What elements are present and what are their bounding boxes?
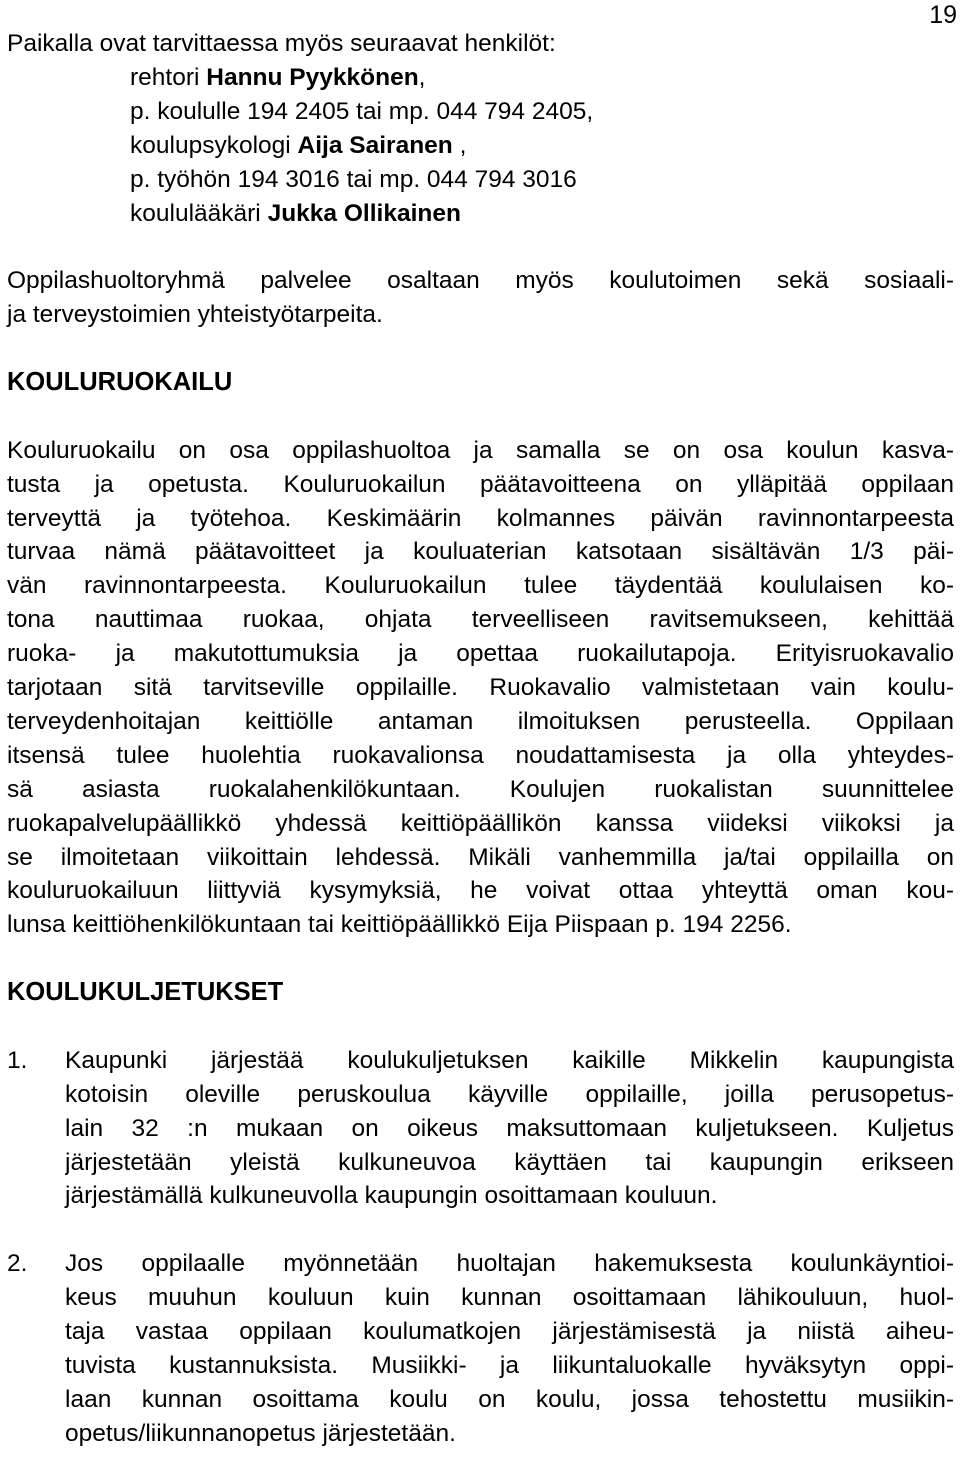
psychologist-suffix: , xyxy=(452,131,467,159)
spacer xyxy=(7,332,954,366)
contacts-intro: Paikalla ovat tarvittaessa myös seuraavat henkilöt: xyxy=(7,30,556,57)
spacer xyxy=(7,230,954,264)
list-item-line: taja vastaa oppilaan koulumatkojen järjestämisestä ja niistä aiheu- xyxy=(65,1318,954,1346)
paragraph-line: tona nauttimaa ruokaa, ohjata terveelliseen ravitsemukseen, kehittää xyxy=(7,606,954,634)
paragraph-line: tarjotaan sitä tarvitseville oppilaille. Ruokavalio valmistetaan vain koulu- xyxy=(7,674,954,702)
psychologist-line xyxy=(7,129,954,163)
list-item-line: järjestetään yleistä kulkuneuvoa käyttäen tai kaupungin erikseen xyxy=(65,1148,954,1176)
list-item-line: laan kunnan osoittama koulu on koulu, jossa tehostettu musiikin- xyxy=(65,1385,954,1413)
psychologist-phone: p. työhön 194 3016 tai mp. 044 794 3016 xyxy=(130,165,577,193)
spacer xyxy=(7,942,954,976)
list-item-line: tuvista kustannuksista. Musiikki- ja liikuntaluokalle hyväksytyn oppi- xyxy=(65,1351,954,1379)
list-item-line: kotoisin oleville peruskoulua käyville oppilaille, joilla perusopetus- xyxy=(65,1080,954,1108)
spacer xyxy=(7,1213,954,1247)
spacer xyxy=(7,400,954,434)
doctor-role: koululääkäri xyxy=(130,199,268,227)
principal-phone: p. koululle 194 2405 tai mp. 044 794 2405, xyxy=(130,97,594,125)
principal-name: Hannu Pyykkönen xyxy=(206,63,419,91)
doctor-line xyxy=(7,197,954,231)
catering-heading: KOULURUOKAILU xyxy=(7,368,233,397)
paragraph-line: terveydenhoitajan keittiölle antaman ilmoituksen perusteella. Oppilaan xyxy=(7,707,954,735)
list-item-number: 1. xyxy=(7,1046,28,1074)
list-item-line: lain 32 :n mukaan on oikeus maksuttomaan kuljetukseen. Kuljetus xyxy=(65,1114,954,1142)
paragraph-line: terveyttä ja työtehoa. Keskimäärin kolmannes päivän ravinnontarpeesta xyxy=(7,504,954,532)
catering-paragraph xyxy=(7,434,954,942)
contacts-section xyxy=(7,27,954,230)
principal-line xyxy=(7,61,954,95)
list-item-line: Jos oppilaalle myönnetään huoltajan hakemuksesta koulunkäyntioi- xyxy=(65,1250,954,1278)
paragraph-line: kouluruokailuun liittyviä kysymyksiä, he voivat ottaa yhteyttä oman kou- xyxy=(7,877,954,905)
page-number: 19 xyxy=(929,1,957,29)
paragraph-line: se ilmoitetaan viikoittain lehdessä. Mikäli vanhemmilla ja/tai oppilailla on xyxy=(7,843,954,871)
paragraph-line: tusta ja opetusta. Kouluruokailun päätavoitteena on ylläpitää oppilaan xyxy=(7,470,954,498)
spacer xyxy=(7,1010,954,1044)
doctor-name: Jukka Ollikainen xyxy=(267,199,461,227)
list-item-line: opetus/liikunnanopetus järjestetään. xyxy=(65,1419,456,1447)
principal-suffix: , xyxy=(418,63,426,91)
paragraph-line: Kouluruokailu on osa oppilashuoltoa ja samalla se on osa koulun kasva- xyxy=(7,436,954,464)
list-item-line: järjestämällä kulkuneuvolla kaupungin osoittamaan kouluun. xyxy=(65,1182,718,1210)
list-item-number: 2. xyxy=(7,1250,28,1278)
document-page xyxy=(7,27,954,1451)
paragraph-line: Oppilashuoltoryhmä palvelee osaltaan myös koulutoimen sekä sosiaali- xyxy=(7,267,954,295)
list-item xyxy=(7,1044,954,1213)
paragraph-line: itsensä tulee huolehtia ruokavalionsa noudattamisesta ja olla yhteydes- xyxy=(7,741,954,769)
paragraph-line: lunsa keittiöhenkilökuntaan tai keittiöpäällikkö Eija Piispaan p. 194 2256. xyxy=(7,911,792,939)
list-item-line: Kaupunki järjestää koulukuljetuksen kaikille Mikkelin kaupungista xyxy=(65,1046,954,1074)
principal-role: rehtori xyxy=(130,63,207,91)
paragraph-line: ja terveystoimien yhteistyötarpeita. xyxy=(7,301,383,329)
psychologist-name: Aija Sairanen xyxy=(297,131,453,159)
paragraph-line: ruoka- ja makutottumuksia ja opettaa ruokailutapoja. Erityisruokavalio xyxy=(7,640,954,668)
paragraph-line: sä asiasta ruokalahenkilökuntaan. Koulujen ruokalistan suunnittelee xyxy=(7,775,954,803)
paragraph-line: turvaa nämä päätavoitteet ja kouluaterian katsotaan sisältävän 1/3 päi- xyxy=(7,538,954,566)
paragraph-line: ruokapalvelupäällikkö yhdessä keittiöpäällikön kanssa viideksi viikoksi ja xyxy=(7,809,954,837)
list-item xyxy=(7,1247,954,1450)
transport-heading: KOULUKULJETUKSET xyxy=(7,978,284,1007)
list-item-line: keus muuhun kouluun kuin kunnan osoittamaan lähikouluun, huol- xyxy=(65,1284,954,1312)
paragraph-line: vän ravinnontarpeesta. Kouluruokailun tulee täydentää koululaisen ko- xyxy=(7,572,954,600)
group-paragraph xyxy=(7,264,954,332)
psychologist-role: koulupsykologi xyxy=(130,131,298,159)
